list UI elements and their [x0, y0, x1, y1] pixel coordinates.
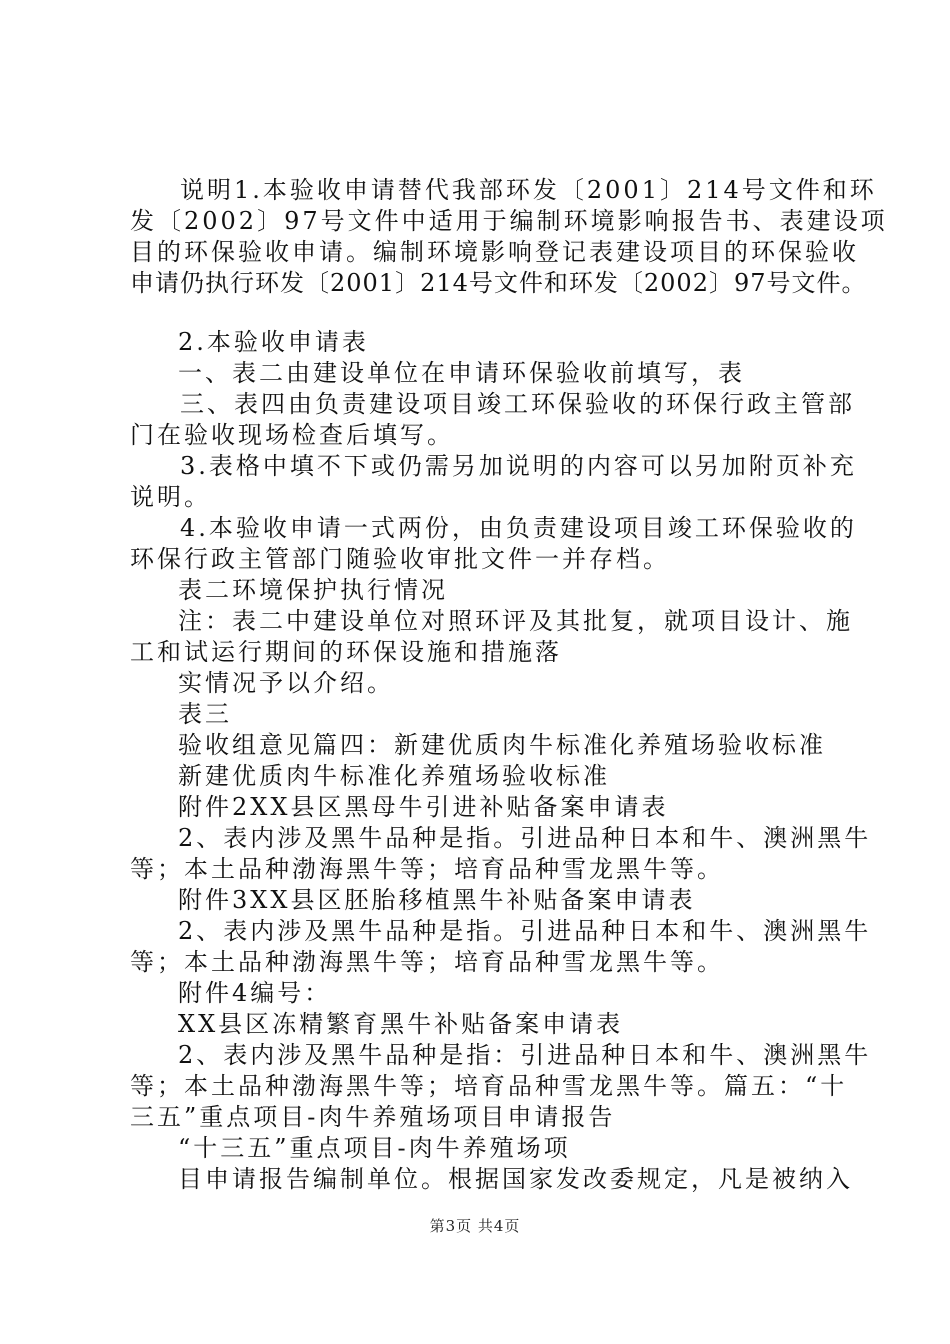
section-heading: 表二环境保护执行情况 — [178, 576, 448, 604]
paragraph-line: XX县区冻精繁育黑牛补贴备案申请表 — [178, 1010, 624, 1038]
paragraph-line: 发〔2002〕97号文件中适用于编制环境影响报告书、表建设项 — [130, 207, 888, 235]
paragraph-line: 2、表内涉及黑牛品种是指。引进品种日本和牛、澳洲黑牛 — [178, 824, 872, 852]
section-heading: 表三 — [178, 700, 232, 728]
section-heading: 新建优质肉牛标准化养殖场验收标准 — [178, 762, 610, 790]
paragraph-line: 等；本土品种渤海黑牛等；培育品种雪龙黑牛等。篇五：“十 — [130, 1072, 848, 1100]
paragraph-line: 附件3XX县区胚胎移植黑牛补贴备案申请表 — [178, 886, 696, 914]
paragraph-line: 环保行政主管部门随验收审批文件一并存档。 — [130, 545, 670, 573]
paragraph-line: 4.本验收申请一式两份，由负责建设项目竣工环保验收的 — [180, 514, 857, 542]
paragraph-line: 注：表二中建设单位对照环评及其批复，就项目设计、施 — [178, 607, 853, 635]
paragraph-line: 三、表四由负责建设项目竣工环保验收的环保行政主管部 — [180, 390, 855, 418]
paragraph-line: 说明1.本验收申请替代我部环发〔2001〕214号文件和环 — [180, 176, 877, 204]
paragraph-line: 目申请报告编制单位。根据国家发改委规定，凡是被纳入 — [178, 1165, 853, 1193]
paragraph-line: 等；本土品种渤海黑牛等；培育品种雪龙黑牛等。 — [130, 948, 724, 976]
paragraph-line: “十三五”重点项目-肉牛养殖场项 — [178, 1134, 571, 1162]
paragraph-line: 附件2XX县区黑母牛引进补贴备案申请表 — [178, 793, 669, 821]
paragraph-line: 等；本土品种渤海黑牛等；培育品种雪龙黑牛等。 — [130, 855, 724, 883]
paragraph-line: 附件4编号： — [178, 979, 332, 1007]
paragraph-line: 2、表内涉及黑牛品种是指。引进品种日本和牛、澳洲黑牛 — [178, 917, 872, 945]
paragraph-line: 一、表二由建设单位在申请环保验收前填写，表 — [178, 359, 745, 387]
paragraph-line: 目的环保验收申请。编制环境影响登记表建设项目的环保验收 — [130, 238, 859, 266]
paragraph-line: 申请仍执行环发〔2001〕214号文件和环发〔2002〕97号文件。 — [130, 269, 867, 297]
paragraph-line: 验收组意见篇四：新建优质肉牛标准化养殖场验收标准 — [178, 731, 826, 759]
paragraph-line: 2、表内涉及黑牛品种是指：引进品种日本和牛、澳洲黑牛 — [178, 1041, 872, 1069]
paragraph-line: 说明。 — [130, 483, 211, 511]
paragraph-line: 门在验收现场检查后填写。 — [130, 421, 454, 449]
paragraph-line: 3.表格中填不下或仍需另加说明的内容可以另加附页补充 — [180, 452, 857, 480]
paragraph-line: 实情况予以介绍。 — [178, 669, 394, 697]
page-number-footer: 第3页 共4页 — [429, 1217, 521, 1235]
paragraph-line: 三五”重点项目-肉牛养殖场项目申请报告 — [130, 1103, 616, 1131]
paragraph-line: 2.本验收申请表 — [178, 328, 369, 356]
paragraph-line: 工和试运行期间的环保设施和措施落 — [130, 638, 562, 666]
